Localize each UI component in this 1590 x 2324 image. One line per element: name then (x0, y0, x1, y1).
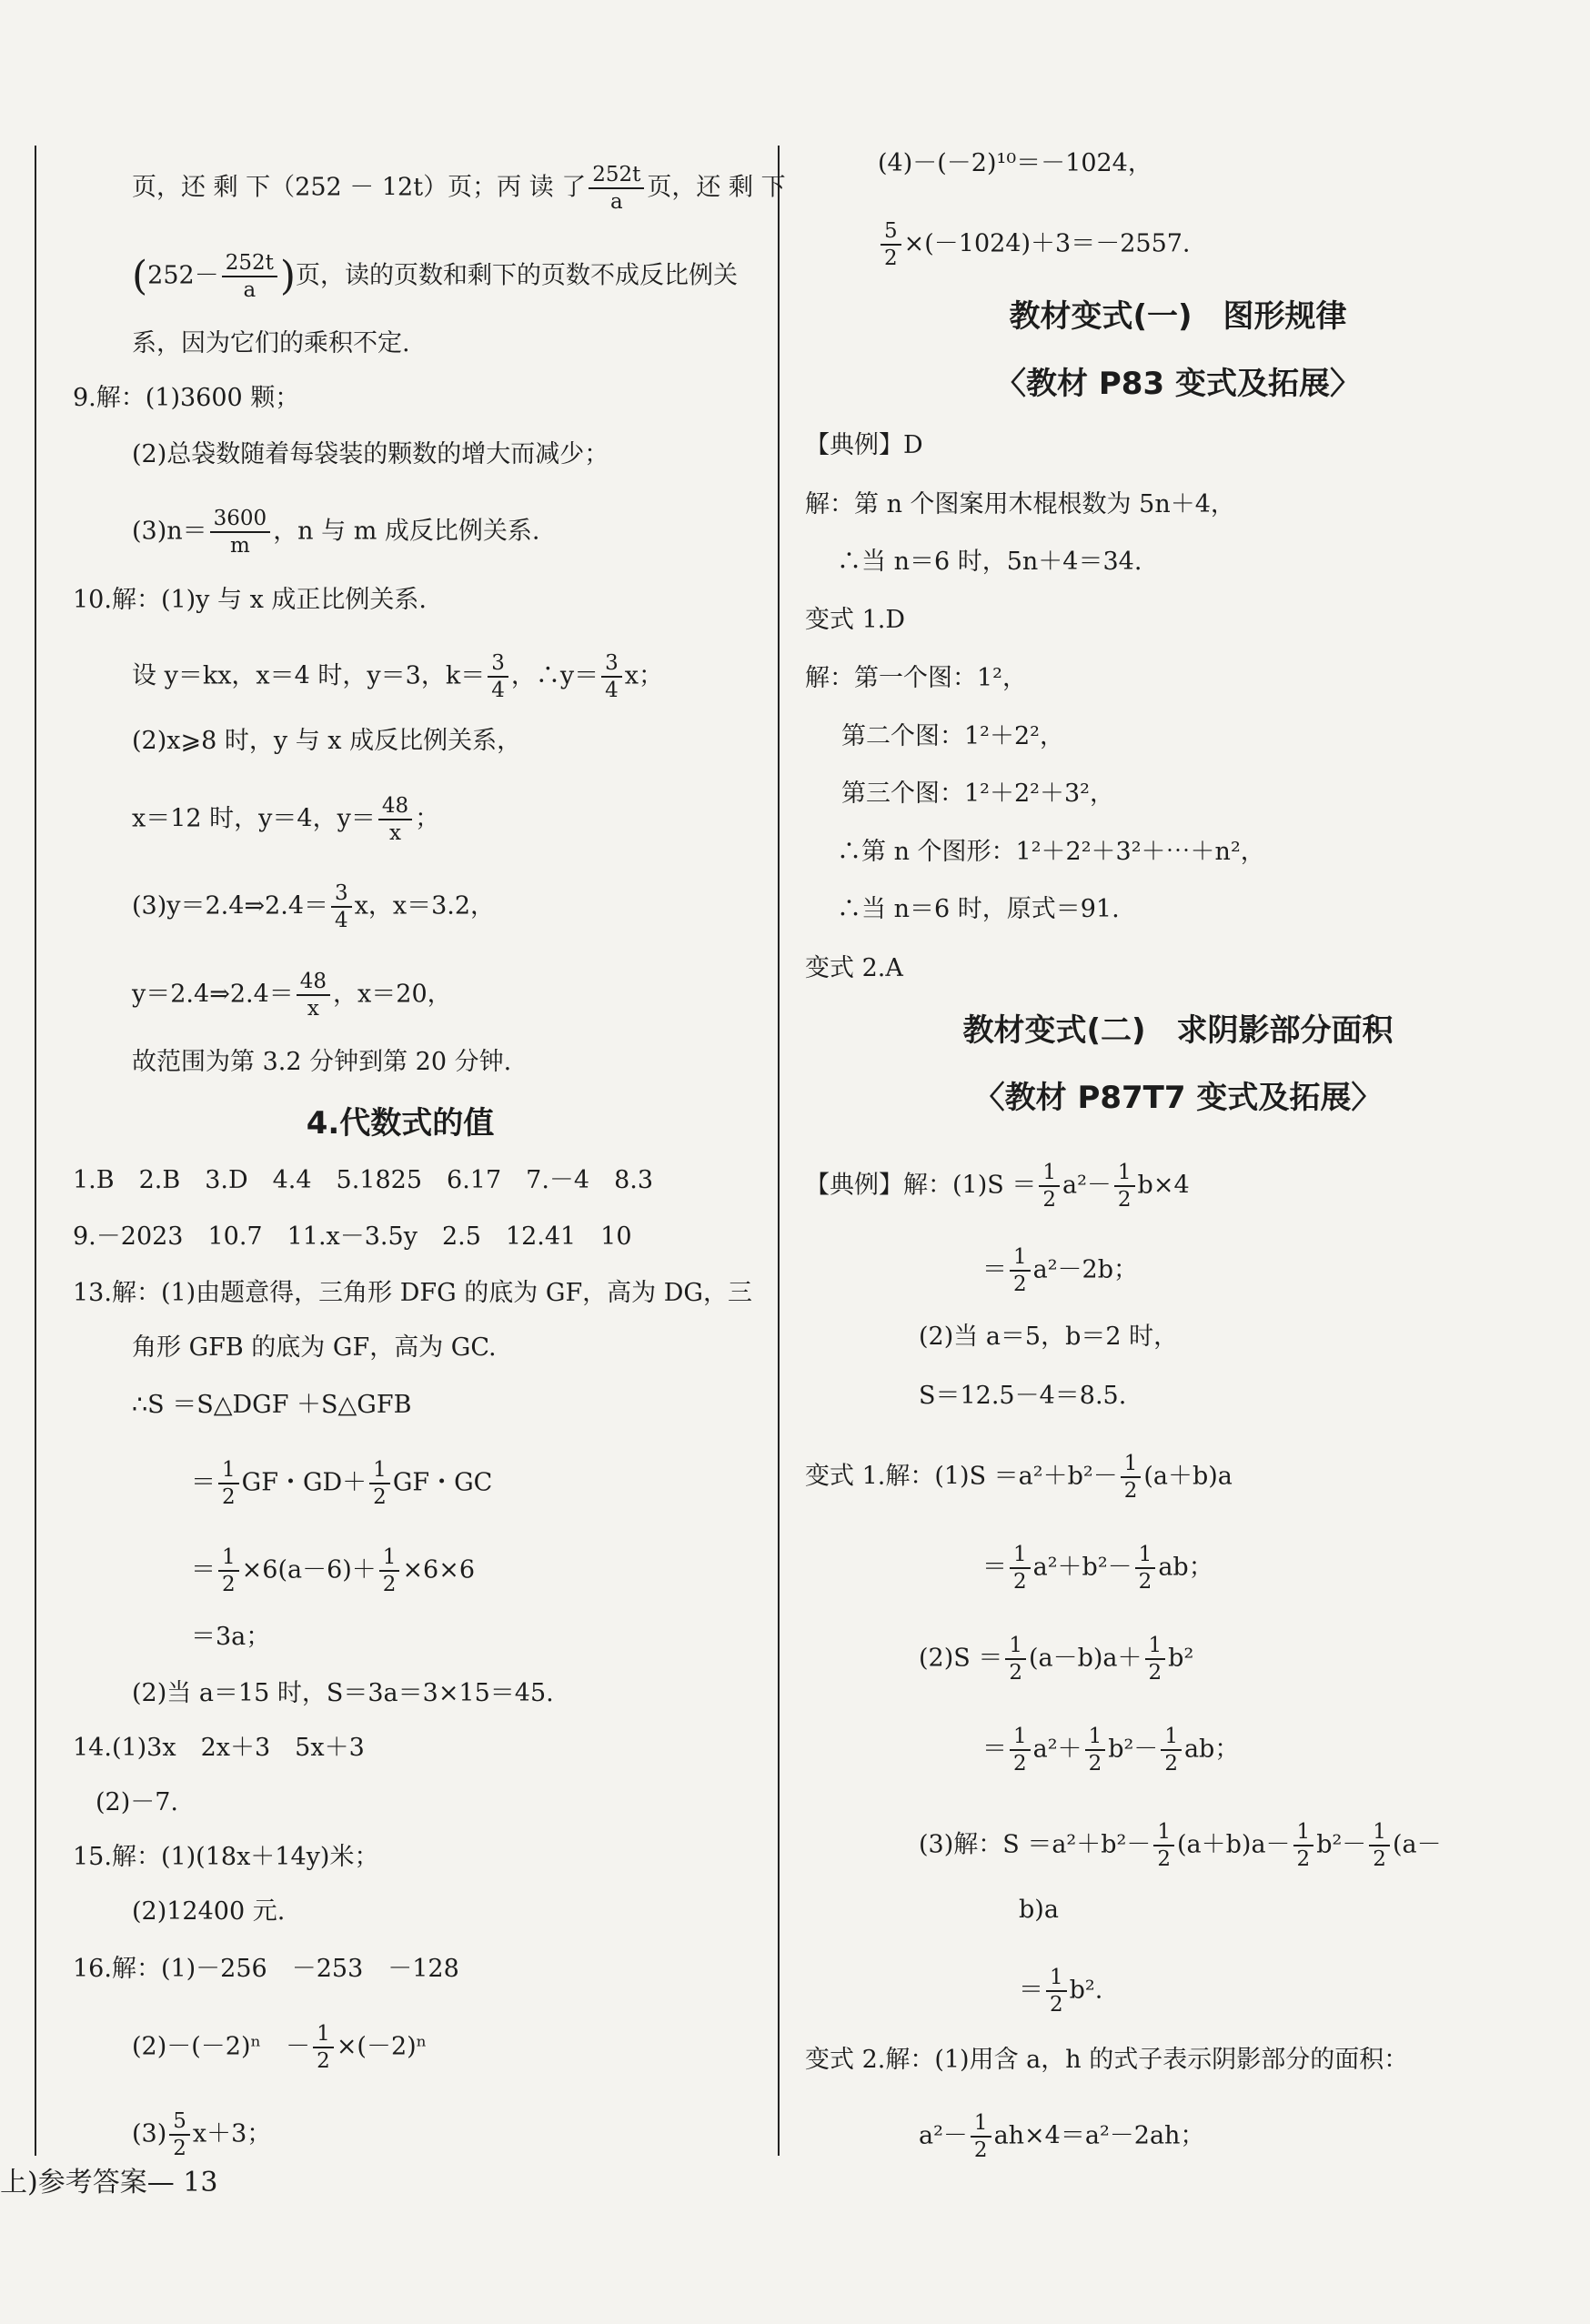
text-line: 第三个图：1²＋2²＋3²， (841, 780, 1115, 808)
text-line: 设 y＝kx，x＝4 时，y＝3，k＝ $\frac{3}{4}$ ，∴y＝ $\frac{3}{4}$ x； (132, 651, 663, 702)
text-line: ＝ $\frac{1}{2}$ a²－2b； (982, 1245, 1139, 1296)
text-line: 解：第 n 个图案用木棍根数为 5n＋4， (805, 490, 1235, 518)
page-footer: 上)参考答案— 13 (0, 2167, 218, 2198)
text-line: S＝12.5－4＝8.5. (919, 1382, 1127, 1410)
text-line: (2)S ＝ $\frac{1}{2}$ (a－b)a＋ $\frac{1}{2}$ b² (919, 1634, 1194, 1685)
text-line: a²－ $\frac{1}{2}$ ah×4＝a²－2ah； (919, 2111, 1205, 2162)
text-line: ＝3a； (191, 1623, 271, 1651)
section-heading: 教材变式(二) 求阴影部分面积 (962, 1012, 1394, 1049)
text-line: y＝2.4⇒2.4＝ $\frac{48}{x}$ ，x＝20， (132, 970, 452, 1021)
text-line: (2)总袋数随着每袋装的颗数的增大而减少； (132, 440, 609, 468)
text-line: ＝ $\frac{1}{2}$ a²＋b²－ $\frac{1}{2}$ ab； (982, 1543, 1213, 1594)
text-line: 10.解：(1)y 与 x 成正比例关系. (73, 586, 427, 614)
text-line: 变式 2.A (805, 954, 903, 982)
text-line: 13.解：(1)由题意得，三角形 DFG 的底为 GF，高为 DG，三 (73, 1279, 752, 1307)
text-line: ∴当 n＝6 时，原式＝91. (837, 895, 1120, 923)
text-line: 角形 GFB 的底为 GF，高为 GC. (132, 1333, 497, 1362)
text-line: 变式 1.解：(1)S ＝a²＋b²－ $\frac{1}{2}$ (a＋b)a (805, 1452, 1233, 1503)
section-heading: 教材变式(一) 图形规律 (1009, 298, 1347, 335)
text-line: 1.B 2.B 3.D 4.4 5.1825 6.17 7.－4 8.3 (73, 1166, 654, 1194)
text-line: ∴当 n＝6 时，5n＋4＝34. (837, 548, 1142, 576)
text-line: (252－ $\frac{252t}{a}$ )页，读的页数和剩下的页数不成反比例关 (132, 251, 739, 302)
text-line: (2)当 a＝5，b＝2 时， (919, 1323, 1179, 1351)
text-line: (3)y＝2.4⇒2.4＝ $\frac{3}{4}$ x，x＝3.2， (132, 881, 496, 932)
text-line: 【典例】解：(1)S ＝ $\frac{1}{2}$ a²－ $\frac{1}{2}$ b×4 (805, 1161, 1190, 1212)
text-line: 14.(1)3x 2x＋3 5x＋3 (73, 1734, 365, 1762)
right-column (778, 0, 1590, 2324)
text-line: 16.解：(1)－256 －253 －128 (73, 1955, 459, 1983)
text-line: (2)－(－2)ⁿ － $\frac{1}{2}$ ×(－2)ⁿ (132, 2022, 428, 2073)
text-line: 9.解：(1)3600 颗； (73, 384, 300, 412)
section-heading: 4.代数式的值 (306, 1105, 495, 1142)
text-line: (3)n＝ $\frac{3600}{m}$ ，n 与 m 成反比例关系. (132, 507, 540, 558)
text-line: ＝ $\frac{1}{2}$ ×6(a－6)＋ $\frac{1}{2}$ ×6×6 (191, 1545, 476, 1596)
text-line: 变式 1.D (805, 606, 905, 634)
text-line: x＝12 时，y＝4，y＝ $\frac{48}{x}$ ； (132, 794, 440, 845)
text-line: (3) $\frac{5}{2}$ x＋3； (132, 2109, 272, 2160)
text-line: 页，还 剩 下（252 － 12t）页；丙 读 了 $\frac{252t}{a}$ 页，还 剩 下 (132, 163, 786, 214)
text-line: (3)解：S ＝a²＋b²－ $\frac{1}{2}$ (a＋b)a－ $\frac{1}{2}$ b²－ $\frac{1}{2}$ (a－ (919, 1820, 1442, 1871)
text-line: ＝ $\frac{1}{2}$ a²＋ $\frac{1}{2}$ b²－ $\frac{1}{2}$ ab； (982, 1725, 1240, 1776)
section-subheading: 〈教材 P87T7 变式及拓展〉 (973, 1080, 1383, 1116)
text-line: 第二个图：1²＋2²， (841, 722, 1065, 750)
text-line: 故范围为第 3.2 分钟到第 20 分钟. (132, 1048, 512, 1076)
text-line: (2)12400 元. (132, 1897, 286, 1926)
text-line: 系，因为它们的乘积不定. (132, 329, 410, 357)
text-line: ∴第 n 个图形：1²＋2²＋3²＋⋯＋n²， (837, 838, 1265, 866)
text-line: (2)当 a＝15 时，S＝3a＝3×15＝45. (132, 1679, 554, 1707)
section-subheading: 〈教材 P83 变式及拓展〉 (995, 366, 1361, 402)
text-line: (2)x⩾8 时，y 与 x 成反比例关系， (132, 727, 522, 755)
text-line: 变式 2.解：(1)用含 a，h 的式子表示阴影部分的面积： (805, 2046, 1409, 2074)
text-line: ＝ $\frac{1}{2}$ b². (1019, 1966, 1103, 2017)
text-line: 15.解：(1)(18x＋14y)米； (73, 1843, 379, 1871)
text-line: ＝ $\frac{1}{2}$ GF・GD＋ $\frac{1}{2}$ GF・GC (191, 1458, 493, 1509)
text-line: ∴S ＝S△DGF ＋S△GFB (132, 1391, 412, 1419)
text-line: (2)－7. (96, 1788, 179, 1816)
text-line: 【典例】D (805, 431, 923, 459)
text-line: 9.－2023 10.7 11.x－3.5y 2.5 12.41 10 (73, 1222, 632, 1251)
left-column (0, 0, 786, 2324)
text-line: 解：第一个图：1²， (805, 664, 1028, 692)
text-line: b)a (1019, 1896, 1059, 1924)
text-line: $\frac{5}{2}$ ×(－1024)＋3＝－2557. (878, 218, 1191, 271)
text-line: (4)－(－2)¹⁰＝－1024， (878, 149, 1152, 177)
